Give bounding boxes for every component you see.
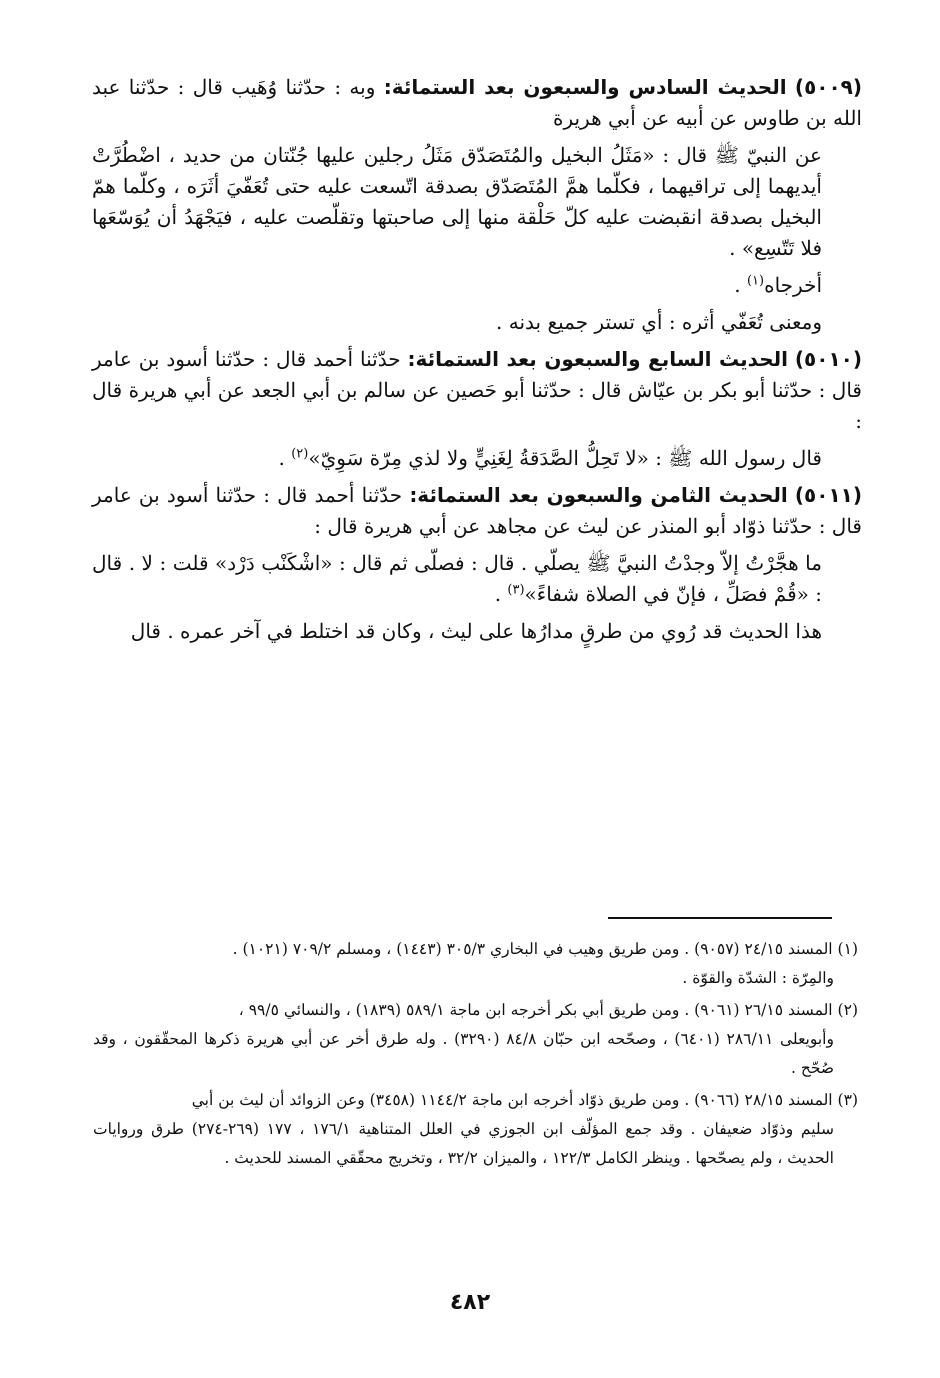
hadith-5011-heading-paragraph bbox=[92, 480, 862, 542]
end-punct: . bbox=[278, 446, 292, 470]
footnote-1 bbox=[93, 935, 858, 992]
footnote-marker: (٢) bbox=[837, 1001, 858, 1020]
hadith-isnad: حدّثنا أحمد قال : حدّثنا أسود بن عامر قال : حدّثنا ذوّاد أبو المنذر عن ليث عن مجاهد عن أبي هريرة قال : bbox=[92, 483, 862, 538]
footnote-separator bbox=[608, 917, 832, 919]
hadith-isnad: حدّثنا أحمد قال : حدّثنا أسود بن عامر قال : حدّثنا أبو بكر بن عيّاش قال : حدّثنا أبو حَصين عن سالم بن أبي الجعد عن أبي هريرة قال : bbox=[92, 347, 862, 433]
hadith-5009-heading-paragraph bbox=[92, 72, 862, 134]
footnote-continuation: سليم وذوّاد ضعيفان . وقد جمع المؤلّف ابن الجوزي في العلل المتناهية ١٧٦/١ ، ١٧٧ (٢٦٩-٢٧٤) طرق وروايات الحديث ، ولم يصحّحها . وينظر الكامل ١٢٢/٣ ، والميزان ٣٢/٢ ، وتخريج محقّقي المسند للحديث . bbox=[93, 1120, 834, 1167]
hadith-5010-heading-paragraph bbox=[92, 344, 862, 437]
hadith-5009-explanation: ومعنى تُعَفّي أثره : أي تستر جميع بدنه . bbox=[496, 310, 822, 334]
hadith-number: (٥٠٠٩) bbox=[794, 75, 863, 99]
hadith-5011-commentary: هذا الحديث قد رُوي من طرقٍ مدارُها على ليث ، وكان قد اختلط في آخر عمره . قال bbox=[130, 619, 822, 643]
footnote-ref-1: (١) bbox=[746, 273, 765, 289]
hadith-5009-takhrij bbox=[92, 270, 862, 301]
footnote-3 bbox=[93, 1086, 858, 1172]
end-punct: . bbox=[494, 582, 508, 606]
hadith-title: الحديث السادس والسبعون بعد الستمائة: bbox=[383, 75, 787, 99]
hadith-number: (٥٠١٠) bbox=[794, 347, 863, 371]
main-text bbox=[92, 72, 862, 653]
end-punct: . bbox=[734, 273, 747, 297]
footnote-text: المسند ٢٨/١٥ (٩٠٦٦) . ومن طريق ذوّاد أخرجه ابن ماجة ١١٤٤/٢ (٣٤٥٨) وعن الزوائد أن ليث بن أبي bbox=[191, 1091, 833, 1110]
footnote-ref-2: (٢) bbox=[291, 446, 309, 462]
hadith-title: الحديث الثامن والسبعون بعد الستمائة: bbox=[409, 483, 788, 507]
footnote-2 bbox=[93, 996, 858, 1082]
footnote-text: المسند ٢٤/١٥ (٩٠٥٧) . ومن طريق وهيب في البخاري ٣٠٥/٣ (١٤٤٣) ، ومسلم ٧٠٩/٢ (١٠٢١) . bbox=[232, 940, 833, 958]
takhrij-text: أخرجاه bbox=[764, 273, 822, 297]
footnotes bbox=[93, 935, 858, 1176]
footnote-continuation: وأبويعلى ٢٨٦/١١ (٦٤٠١) ، وصحّحه ابن حبّان ٨٤/٨ (٣٢٩٠) . وله طرق أخر عن أبي هريرة ذكرها المحقّقون ، وقد صُحّح . bbox=[93, 1030, 834, 1077]
hadith-title: الحديث السابع والسبعون بعد الستمائة: bbox=[407, 347, 788, 371]
matn-text: ما هجَّرْتُ إلاّ وجدْتُ النبيَّ ﷺ يصلّي . قال : فصلّى ثم قال : «اشْكَنْب دَرْد» قلت : لا . قال : «قُمْ فصَلِّ ، فإنّ في الصلاة شفاءً» bbox=[92, 551, 822, 606]
hadith-5011-matn bbox=[92, 548, 862, 610]
hadith-number: (٥٠١١) bbox=[794, 483, 863, 507]
footnote-ref-3: (٣) bbox=[507, 582, 525, 598]
hadith-isnad: وبه : حدّثنا وُهَيب قال : حدّثنا عبد الله بن طاوس عن أبيه عن أبي هريرة bbox=[92, 75, 862, 130]
hadith-5010-matn bbox=[92, 443, 862, 474]
footnote-marker: (٣) bbox=[837, 1091, 858, 1110]
footnote-text: المسند ٢٦/١٥ (٩٠٦١) . ومن طريق أبي بكر أخرجه ابن ماجة ٥٨٩/١ (١٨٣٩) ، والنسائي ٩٩/٥ ، bbox=[238, 1001, 833, 1020]
footnote-marker: (١) bbox=[837, 940, 858, 958]
matn-text: قال رسول الله ﷺ : «لا تَحِلُّ الصَّدَقةُ لِغَنِيٍّ ولا لذي مِرّة سَوِيّ» bbox=[308, 446, 822, 470]
page-number: ٤٨٢ bbox=[449, 1290, 491, 1315]
hadith-5009-matn: عن النبيّ ﷺ قال : «مَثَلُ البخيل والمُتَصَدّق مَثَلُ رجلين عليها جُنّتان من حديد ، اضْطُرَّتْ أيديهما إلى تراقيهما ، فكلّما همَّ المُتَصَدّق بصدقة اتّسعت عليه حتى تُعَفّيَ أثَرَه ، وكلّما همّ البخيل بصدقة انقبضت عليه كلّ حَلْقة منها إلى صاحبتها وتقلّصت عليه ، فيَجْهَدُ أن يُوَسّعَها فلا تَتّسِع» . bbox=[92, 143, 822, 260]
footnote-continuation: والمِرّة : الشدّة والقوّة . bbox=[682, 968, 834, 987]
